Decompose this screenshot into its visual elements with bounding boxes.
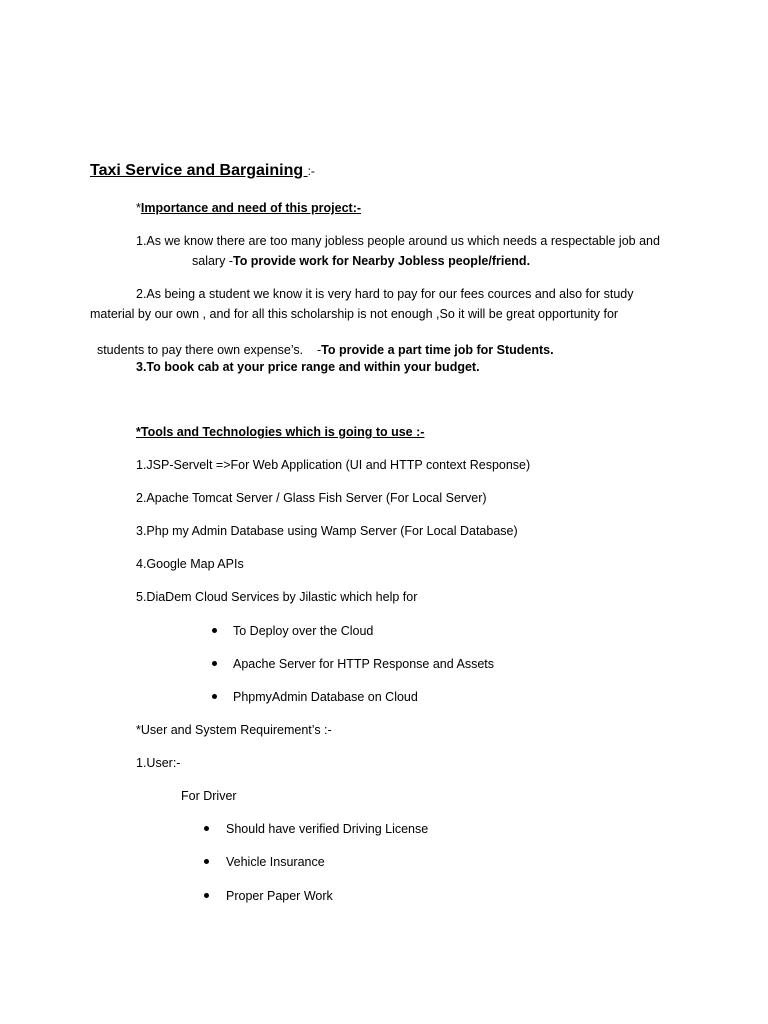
user-label: 1.User:-: [136, 756, 181, 770]
point-1-line-2-bold: To provide work for Nearby Jobless people/friend.: [232, 254, 531, 268]
point-2-line-3: [90, 326, 554, 358]
point-3: 3.To book cab at your price range and within your budget.: [136, 360, 480, 374]
bullet-icon: [212, 628, 217, 633]
cloud-bullet-1: To Deploy over the Cloud: [233, 624, 374, 638]
bullet-icon: [204, 826, 209, 831]
point-2-line-2: material by our own , and for all this scholarship is not enough ,So it will be great opportunity for: [90, 307, 619, 321]
tool-item-1: 1.JSP-Servelt =>For Web Application (UI and HTTP context Response): [136, 458, 531, 472]
for-driver-label: For Driver: [181, 789, 237, 803]
bullet-icon: [204, 859, 209, 864]
point-1-line-2-plain: salary -: [192, 254, 233, 268]
bullet-icon: [212, 661, 217, 666]
tool-item-3: 3.Php my Admin Database using Wamp Server (For Local Database): [136, 524, 518, 538]
importance-heading-prefix: *: [136, 201, 141, 215]
document-title: [90, 161, 315, 181]
tools-heading: *Tools and Technologies which is going to use :-: [136, 425, 425, 439]
requirements-heading: *User and System Requirement’s :-: [136, 723, 332, 737]
importance-heading: [136, 200, 361, 216]
tool-item-2: 2.Apache Tomcat Server / Glass Fish Server (For Local Server): [136, 491, 487, 505]
bullet-icon: [204, 893, 209, 898]
tool-item-5: 5.DiaDem Cloud Services by Jilastic which help for: [136, 590, 418, 604]
cloud-bullet-2: Apache Server for HTTP Response and Assets: [233, 657, 495, 671]
title-suffix: :-: [307, 164, 315, 178]
point-2-line-3-bold: To provide a part time job for Students.: [321, 343, 554, 357]
tool-item-4: 4.Google Map APIs: [136, 557, 244, 571]
cloud-bullet-3: PhpmyAdmin Database on Cloud: [233, 690, 418, 704]
point-2-line-1: 2.As being a student we know it is very hard to pay for our fees cources and also for study: [136, 287, 634, 301]
point-1-line-2: [192, 253, 530, 269]
driver-requirement-2: Vehicle Insurance: [226, 855, 325, 869]
driver-requirement-3: Proper Paper Work: [226, 889, 333, 903]
driver-requirement-1: Should have verified Driving License: [226, 822, 429, 836]
point-2-line-3-plain: students to pay there own expense’s. -: [96, 343, 322, 357]
point-1-line-1: 1.As we know there are too many jobless people around us which needs a respectable job and: [136, 234, 660, 248]
title-main: Taxi Service and Bargaining: [90, 162, 308, 179]
bullet-icon: [212, 694, 217, 699]
importance-heading-text: Importance and need of this project:-: [140, 201, 362, 215]
